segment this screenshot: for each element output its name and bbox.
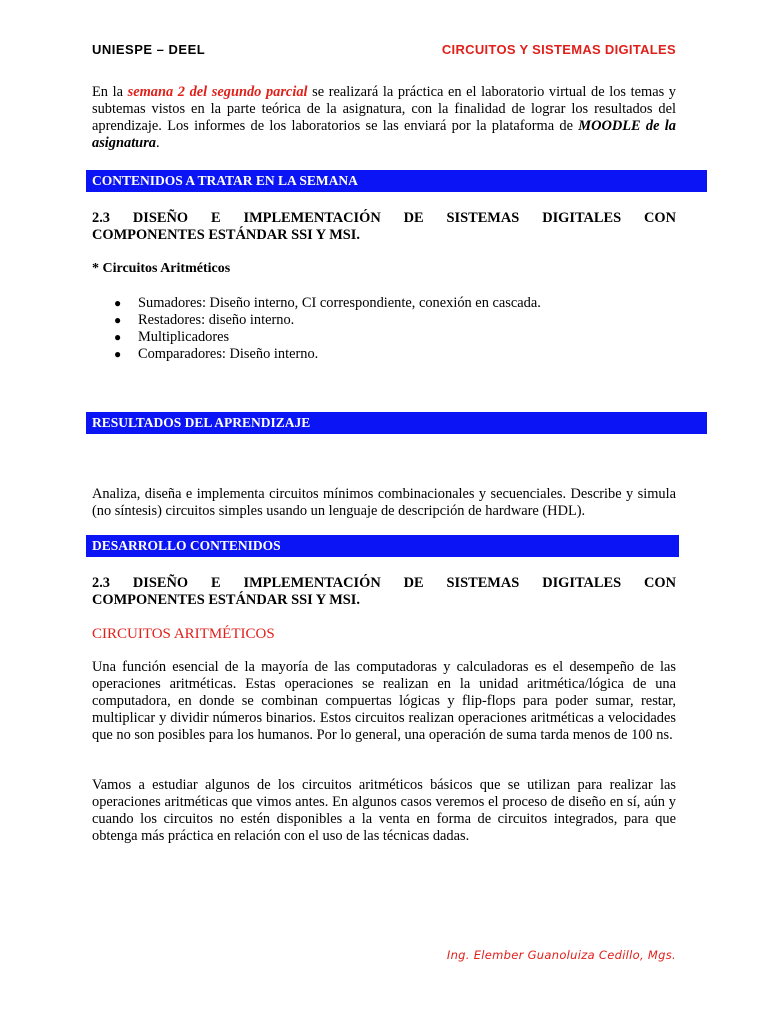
list-item: ● Comparadores: Diseño interno. [114, 346, 319, 362]
list-item: ● Restadores: diseño interno. [114, 312, 295, 328]
section3-heading [92, 575, 676, 609]
heading-word: SISTEMAS [446, 210, 520, 226]
heading-word: DE [403, 575, 424, 591]
heading-word: DIGITALES [542, 210, 622, 226]
header-left: UNIESPE – DEEL [92, 42, 206, 57]
subtitle-circuitos-aritmeticos: * Circuitos Aritméticos [92, 261, 231, 276]
intro-text-1: En la [92, 84, 128, 100]
section-title-circuitos-aritmeticos: CIRCUITOS ARITMÉTICOS [92, 626, 275, 642]
body-paragraph-1: Una función esencial de la mayoría de las computadoras y calculadoras es el desempeño de las operaciones aritméticas. Estas operaciones se realizan en la unidad aritmética/lógica de una computadora, en donde se combinan compuertas lógicas y flip-flops para poder sumar, restar, multiplicar y dividir números binarios. Estos circuitos realizan operaciones aritméticas a velocidades que no son posibles para los humanos. Por lo general, una operación de suma tarda menos de 100 ns. [92, 659, 676, 743]
section3-heading-line2: COMPONENTES ESTÁNDAR SSI Y MSI. [92, 592, 361, 608]
section1-heading-line1 [92, 210, 676, 227]
list-item: ● Sumadores: Diseño interno, CI correspondiente, conexión en cascada. [114, 295, 541, 311]
intro-text-3: . [156, 135, 160, 151]
header-right: CIRCUITOS Y SISTEMAS DIGITALES [441, 42, 676, 57]
intro-emphasis-moodle: MOODLE de la asignatura [92, 118, 676, 151]
bullet-icon: ● [114, 347, 122, 361]
heading-word: SISTEMAS [446, 575, 520, 591]
section3-heading-line1 [92, 575, 676, 592]
section1-heading-line2: COMPONENTES ESTÁNDAR SSI Y MSI. [92, 227, 361, 243]
footer-author: Ing. Elember Guanoluiza Cedillo, Mgs. [446, 948, 676, 962]
intro-paragraph [92, 84, 676, 152]
heading-word: E [210, 210, 221, 226]
intro-emphasis-week: semana 2 del segundo parcial [127, 84, 308, 100]
bullet-icon: ● [114, 313, 122, 327]
section1-heading [92, 210, 676, 244]
body-paragraph-2: Vamos a estudiar algunos de los circuitos aritméticos básicos que se utilizan para realizar las operaciones aritméticas que vimos antes. En algunos casos veremos el proceso de diseño en sí, aún y cuando los circuitos no estén disponibles a la venta en forma de circuitos integrados, para que obtenga más práctica en relación con el uso de las técnicas dadas. [92, 777, 676, 844]
heading-word: CON [644, 575, 676, 591]
section-bar-desarrollo: DESARROLLO CONTENIDOS [86, 535, 679, 557]
bullet-icon: ● [114, 296, 122, 310]
learning-outcomes-text: Analiza, diseña e implementa circuitos mínimos combinacionales y secuenciales. Describe y simula (no síntesis) circuitos simples usando un lenguaje de descripción de hardware (HDL). [92, 486, 676, 519]
heading-word: E [210, 575, 221, 591]
section-bar-contenidos: CONTENIDOS A TRATAR EN LA SEMANA [86, 170, 707, 192]
intro-text-2: se realizará la práctica en el laboratorio virtual de los temas y subtemas vistos en la parte teórica de la asignatura, con la finalidad de lograr los resultados del aprendizaje. Los informes de los laboratorios se las enviará por la plataforma de [92, 84, 676, 134]
heading-word: IMPLEMENTACIÓN [243, 210, 381, 226]
heading-word: IMPLEMENTACIÓN [243, 575, 381, 591]
contents-bullet-list [108, 295, 541, 363]
heading-word: DIGITALES [542, 575, 622, 591]
heading-word: DE [403, 210, 424, 226]
heading-word: DISEÑO [132, 575, 189, 591]
bullet-icon: ● [114, 330, 122, 344]
section-bar-resultados: RESULTADOS DEL APRENDIZAJE [86, 412, 707, 434]
heading-word: CON [644, 210, 676, 226]
heading-word: DISEÑO [132, 210, 189, 226]
heading-word: 2.3 [92, 575, 110, 591]
list-item: ● Multiplicadores [114, 329, 230, 345]
heading-word: 2.3 [92, 210, 110, 226]
